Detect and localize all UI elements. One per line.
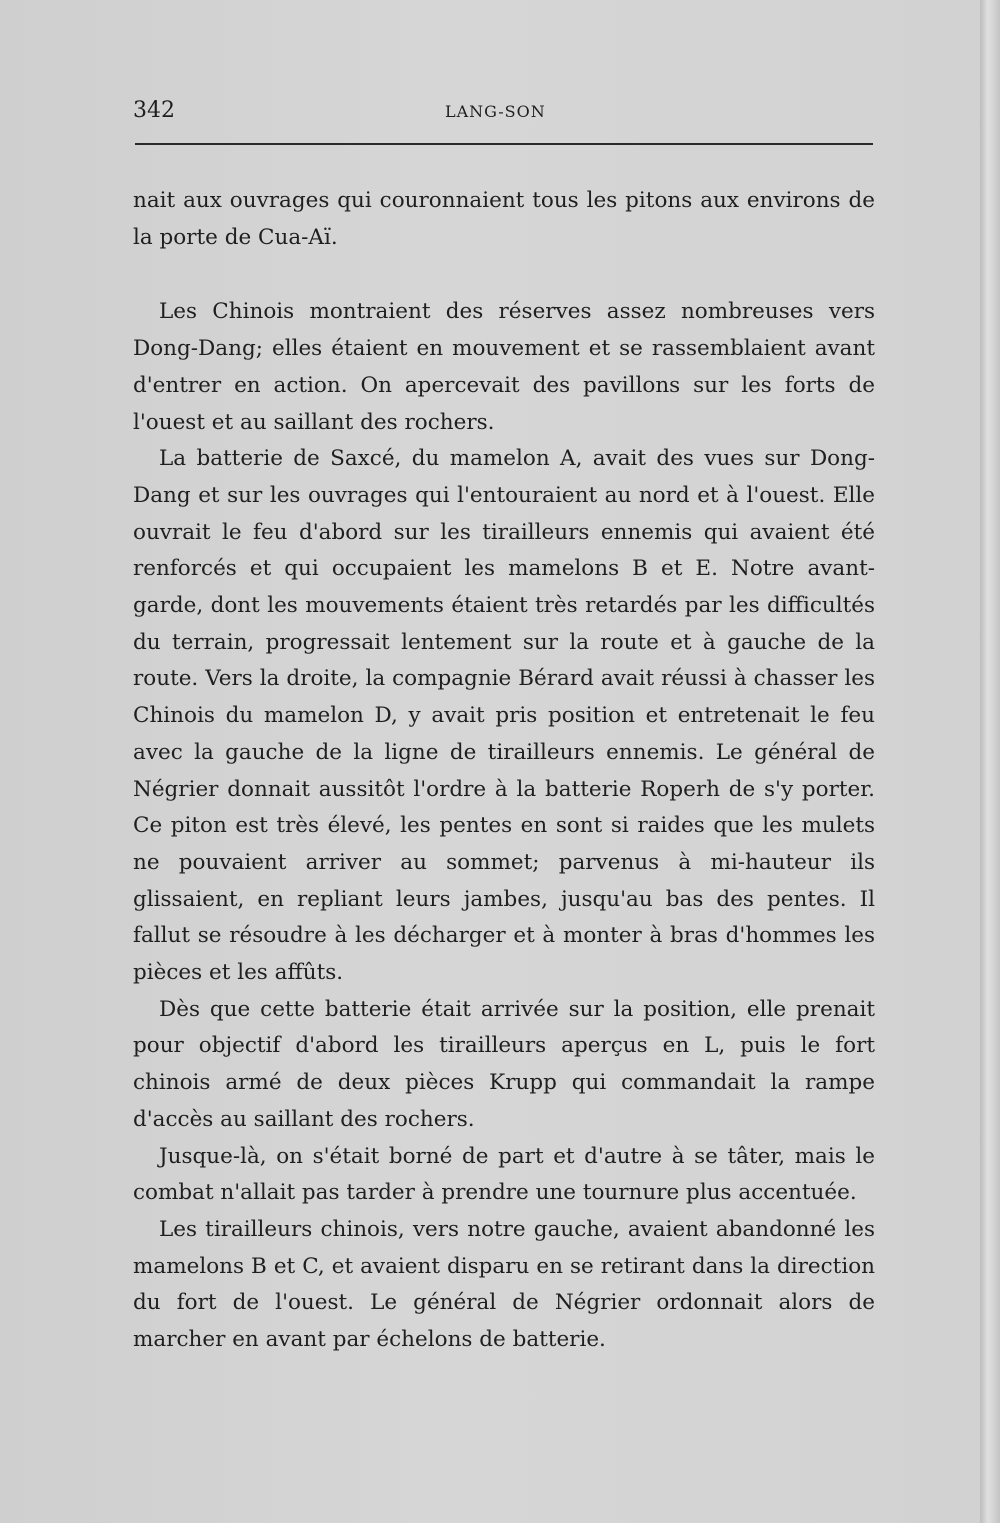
paragraph: Les tirailleurs chinois, vers notre gauche, avaient abandonné les mamelons B et C, et avaient disparu en se retirant dans la direction du fort de l'ouest. Le général de Négrier ordonnait alors de marcher en avant par échelons de batterie. — [133, 1216, 875, 1353]
paragraph: Jusque-là, on s'était borné de part et d'autre à se tâter, mais le combat n'allait pas tarder à prendre une tournure plus accentuée. — [133, 1143, 875, 1206]
paragraph: La batterie de Saxcé, du mamelon A, avait des vues sur Dong-Dang et sur les ouvrages qui l'entouraient au nord et à l'ouest. Elle ouvrait le feu d'abord sur les tirailleurs ennemis qui avaient été renforcés et qui occupaient les mamelons B et E. Notre avant-garde, dont les mouvements étaient très retardés par les difficultés du terrain, progressait lentement sur la route et à gauche de la route. Vers la droite, la compagnie Bérard avait réussi à chasser les Chinois du mamelon D, y avait pris position et entretenait le feu avec la gauche de la ligne de tirailleurs ennemis. Le général de Négrier donnait aussitôt l'ordre à la batterie Roperh de s'y porter. Ce piton est très élevé, les pentes en sont si raides que les mulets ne pouvaient arriver au sommet; parvenus à mi-hauteur ils glissaient, en repliant leurs jambes, jusqu'au bas des pentes. Il fallut se résoudre à les décharger et à monter à bras d'hommes les pièces et les affûts. — [133, 446, 875, 986]
paragraph: Dès que cette batterie était arrivée sur la position, elle prenait pour objectif d'abord les tirailleurs aperçus en L, puis le fort chinois armé de deux pièces Krupp qui commandait la rampe d'accès au saillant des rochers. — [133, 996, 875, 1132]
paragraph: Les Chinois montraient des réserves assez nombreuses vers Dong-Dang; elles étaient en mouvement et se rassemblaient avant d'entrer en action. On apercevait des pavillons sur les forts de l'ouest et au saillant des rochers. — [133, 299, 875, 435]
page-header — [133, 96, 873, 128]
running-title: LANG-SON — [445, 102, 546, 121]
header-rule — [135, 143, 873, 145]
page-edge — [980, 0, 1000, 1523]
paragraph-continuation: nait aux ouvrages qui couronnaient tous les pitons aux environs de la porte de Cua-Aï. — [133, 188, 875, 250]
page-number: 342 — [133, 98, 175, 123]
body-text — [133, 183, 875, 1359]
